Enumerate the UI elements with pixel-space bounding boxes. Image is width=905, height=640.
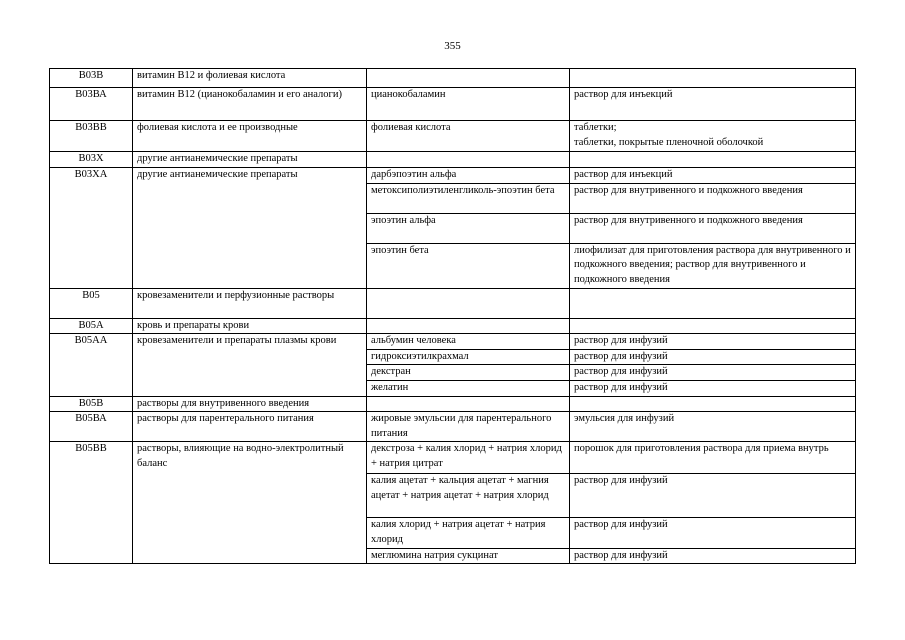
dosage-form bbox=[570, 69, 856, 88]
drug-name: меглюмина натрия сукцинат bbox=[367, 548, 570, 564]
atc-code: В03Х bbox=[50, 152, 133, 168]
atc-group-name: фолиевая кислота и ее производные bbox=[133, 121, 367, 152]
drug-name: дарбэпоэтин альфа bbox=[367, 168, 570, 184]
dosage-form: раствор для инфузий bbox=[570, 548, 856, 564]
table-row bbox=[50, 288, 856, 318]
page-number: 355 bbox=[444, 40, 461, 52]
table-row bbox=[50, 396, 856, 412]
drug-name: цианокобаламин bbox=[367, 88, 570, 121]
atc-group-name: другие антианемические препараты bbox=[133, 152, 367, 168]
atc-code: В03В bbox=[50, 69, 133, 88]
drug-name: альбумин человека bbox=[367, 334, 570, 350]
atc-group-name: растворы, влияющие на водно-электролитный баланс bbox=[133, 442, 367, 564]
dosage-form: раствор для инфузий bbox=[570, 349, 856, 365]
dosage-form: раствор для инфузий bbox=[570, 518, 856, 548]
dosage-form: таблетки; таблетки, покрытые пленочной оболочкой bbox=[570, 121, 856, 152]
dosage-form: лиофилизат для приготовления раствора для внутривенного и подкожного введения; раствор для внутривенного и подкожного введения bbox=[570, 243, 856, 288]
dosage-form bbox=[570, 152, 856, 168]
drug-name: эпоэтин альфа bbox=[367, 213, 570, 243]
table-row bbox=[50, 318, 856, 334]
atc-group-name: витамин B12 (цианокобаламин и его аналоги) bbox=[133, 88, 367, 121]
table-row bbox=[50, 69, 856, 88]
drug-name: фолиевая кислота bbox=[367, 121, 570, 152]
drug-name: гидроксиэтилкрахмал bbox=[367, 349, 570, 365]
atc-group-name: другие антианемические препараты bbox=[133, 168, 367, 289]
table-row bbox=[50, 168, 856, 184]
drug-name bbox=[367, 69, 570, 88]
dosage-form bbox=[570, 288, 856, 318]
dosage-form bbox=[570, 396, 856, 412]
table-row bbox=[50, 334, 856, 350]
table-row bbox=[50, 442, 856, 474]
atc-code: В05ВА bbox=[50, 412, 133, 442]
dosage-form: раствор для внутривенного и подкожного введения bbox=[570, 213, 856, 243]
table-row bbox=[50, 88, 856, 121]
table-row bbox=[50, 412, 856, 442]
atc-code: В03ВА bbox=[50, 88, 133, 121]
table-row bbox=[50, 121, 856, 152]
atc-code: В05АА bbox=[50, 334, 133, 396]
drug-name: эпоэтин бета bbox=[367, 243, 570, 288]
dosage-form: раствор для инъекций bbox=[570, 88, 856, 121]
atc-code: В05 bbox=[50, 288, 133, 318]
atc-group-name: кровезаменители и препараты плазмы крови bbox=[133, 334, 367, 396]
drug-name: калия хлорид + натрия ацетат + натрия хлорид bbox=[367, 518, 570, 548]
table-row bbox=[50, 152, 856, 168]
dosage-form: порошок для приготовления раствора для приема внутрь bbox=[570, 442, 856, 474]
atc-group-name: растворы для парентерального питания bbox=[133, 412, 367, 442]
drug-name: декстран bbox=[367, 365, 570, 381]
atc-code: В03ХА bbox=[50, 168, 133, 289]
atc-group-name: кровезаменители и перфузионные растворы bbox=[133, 288, 367, 318]
drug-name: желатин bbox=[367, 380, 570, 396]
drug-name bbox=[367, 288, 570, 318]
dosage-form: раствор для инъекций bbox=[570, 168, 856, 184]
drug-name bbox=[367, 396, 570, 412]
atc-code: В05В bbox=[50, 396, 133, 412]
dosage-form: раствор для внутривенного и подкожного введения bbox=[570, 183, 856, 213]
atc-group-name: кровь и препараты крови bbox=[133, 318, 367, 334]
drug-name bbox=[367, 152, 570, 168]
drug-name: метоксиполиэтиленгликоль-эпоэтин бета bbox=[367, 183, 570, 213]
dosage-form: раствор для инфузий bbox=[570, 334, 856, 350]
atc-code: В03ВВ bbox=[50, 121, 133, 152]
drug-name: калия ацетат + кальция ацетат + магния ацетат + натрия ацетат + натрия хлорид bbox=[367, 474, 570, 518]
drug-name: декстроза + калия хлорид + натрия хлорид + натрия цитрат bbox=[367, 442, 570, 474]
dosage-form: раствор для инфузий bbox=[570, 474, 856, 518]
atc-code: В05ВВ bbox=[50, 442, 133, 564]
dosage-form: раствор для инфузий bbox=[570, 365, 856, 381]
drug-name bbox=[367, 318, 570, 334]
atc-code: В05А bbox=[50, 318, 133, 334]
dosage-form: эмульсия для инфузий bbox=[570, 412, 856, 442]
drug-classification-table bbox=[49, 68, 856, 564]
atc-group-name: растворы для внутривенного введения bbox=[133, 396, 367, 412]
dosage-form: раствор для инфузий bbox=[570, 380, 856, 396]
atc-group-name: витамин B12 и фолиевая кислота bbox=[133, 69, 367, 88]
drug-name: жировые эмульсии для парентерального питания bbox=[367, 412, 570, 442]
dosage-form bbox=[570, 318, 856, 334]
